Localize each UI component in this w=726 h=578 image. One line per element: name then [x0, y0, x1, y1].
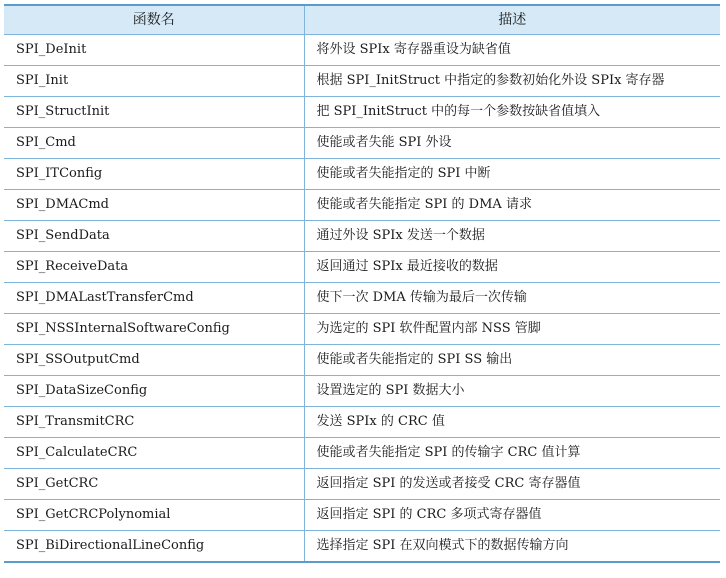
table-row	[4, 190, 720, 221]
table-row	[4, 469, 720, 500]
table-row	[4, 314, 720, 345]
column-header-description: 描述	[304, 5, 720, 35]
column-header-function-name: 函数名	[4, 5, 304, 35]
header-row	[4, 5, 720, 35]
table-body	[4, 35, 720, 563]
description-cell: 设置选定的 SPI 数据大小	[304, 376, 720, 407]
description-cell: 使能或者失能 SPI 外设	[304, 128, 720, 159]
table-row	[4, 97, 720, 128]
description-cell: 将外设 SPIx 寄存器重设为缺省值	[304, 35, 720, 66]
table-row	[4, 531, 720, 563]
function-name-cell: SPI_DMALastTransferCmd	[4, 283, 304, 314]
description-cell: 使能或者失能指定的 SPI SS 输出	[304, 345, 720, 376]
description-cell: 通过外设 SPIx 发送一个数据	[304, 221, 720, 252]
table-row	[4, 66, 720, 97]
table-row	[4, 345, 720, 376]
description-cell: 使能或者失能指定的 SPI 中断	[304, 159, 720, 190]
table-row	[4, 438, 720, 469]
function-name-cell: SPI_ReceiveData	[4, 252, 304, 283]
table-row	[4, 159, 720, 190]
function-name-cell: SPI_TransmitCRC	[4, 407, 304, 438]
description-cell: 为选定的 SPI 软件配置内部 NSS 管脚	[304, 314, 720, 345]
description-cell: 返回通过 SPIx 最近接收的数据	[304, 252, 720, 283]
description-cell: 把 SPI_InitStruct 中的每一个参数按缺省值填入	[304, 97, 720, 128]
function-name-cell: SPI_DeInit	[4, 35, 304, 66]
description-cell: 使下一次 DMA 传输为最后一次传输	[304, 283, 720, 314]
function-name-cell: SPI_Init	[4, 66, 304, 97]
function-name-cell: SPI_DMACmd	[4, 190, 304, 221]
table-row	[4, 35, 720, 66]
function-name-cell: SPI_ITConfig	[4, 159, 304, 190]
function-name-cell: SPI_BiDirectionalLineConfig	[4, 531, 304, 563]
function-name-cell: SPI_SSOutputCmd	[4, 345, 304, 376]
spi-function-table	[4, 4, 720, 563]
function-name-cell: SPI_Cmd	[4, 128, 304, 159]
table-row	[4, 283, 720, 314]
description-cell: 返回指定 SPI 的发送或者接受 CRC 寄存器值	[304, 469, 720, 500]
description-cell: 返回指定 SPI 的 CRC 多项式寄存器值	[304, 500, 720, 531]
description-cell: 使能或者失能指定 SPI 的传输字 CRC 值计算	[304, 438, 720, 469]
function-name-cell: SPI_DataSizeConfig	[4, 376, 304, 407]
function-name-cell: SPI_CalculateCRC	[4, 438, 304, 469]
table-row	[4, 376, 720, 407]
table-header	[4, 5, 720, 35]
spi-function-table-container	[4, 4, 720, 563]
table-row	[4, 252, 720, 283]
description-cell: 使能或者失能指定 SPI 的 DMA 请求	[304, 190, 720, 221]
description-cell: 选择指定 SPI 在双向模式下的数据传输方向	[304, 531, 720, 563]
function-name-cell: SPI_NSSInternalSoftwareConfig	[4, 314, 304, 345]
description-cell: 发送 SPIx 的 CRC 值	[304, 407, 720, 438]
function-name-cell: SPI_GetCRC	[4, 469, 304, 500]
table-row	[4, 221, 720, 252]
table-row	[4, 407, 720, 438]
table-row	[4, 128, 720, 159]
description-cell: 根据 SPI_InitStruct 中指定的参数初始化外设 SPIx 寄存器	[304, 66, 720, 97]
table-row	[4, 500, 720, 531]
function-name-cell: SPI_GetCRCPolynomial	[4, 500, 304, 531]
function-name-cell: SPI_SendData	[4, 221, 304, 252]
function-name-cell: SPI_StructInit	[4, 97, 304, 128]
